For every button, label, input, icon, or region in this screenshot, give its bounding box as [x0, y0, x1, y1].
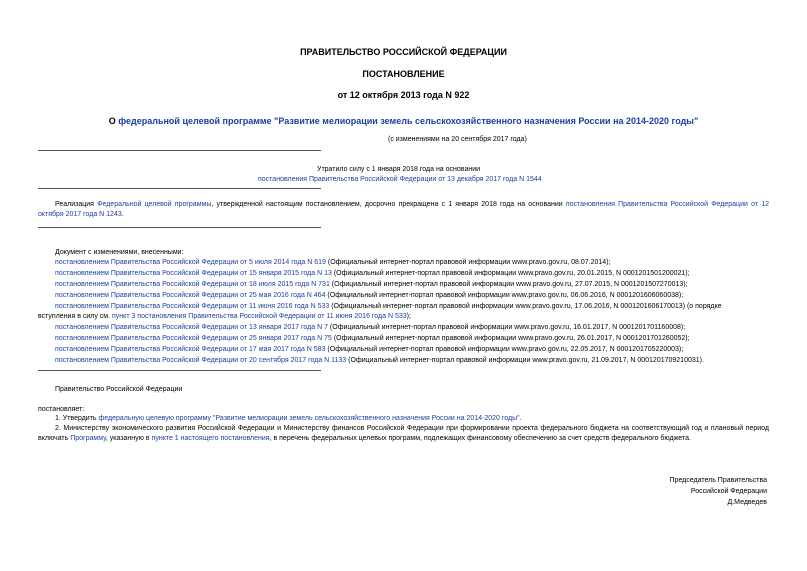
- signatory-name: Д.Медведев: [727, 499, 767, 506]
- signatory-org: Российской Федерации: [690, 488, 767, 495]
- change-decree-link[interactable]: постановлением Правительства Российской Федерации от 18 июля 2015 года N 731: [55, 281, 330, 288]
- change-decree-link[interactable]: постановлением Правительства Российской Федерации от 17 мая 2017 года N 583: [55, 346, 326, 353]
- change-item: постановлением Правительства Российской Федерации от 15 января 2015 года N 13 (Официальный интернет-портал правовой информации www.pravo.gov.ru, 20.01.2015, N 0001201501200021);: [55, 270, 690, 277]
- divider: [38, 370, 321, 371]
- issuing-authority: Правительство Российской Федерации: [55, 386, 183, 393]
- program-title-link[interactable]: "Развитие мелиорации земель сельскохозяйственного назначения России на 2014-2020 годы": [211, 415, 520, 422]
- government-header: ПРАВИТЕЛЬСТВО РОССИЙСКОЙ ФЕДЕРАЦИИ: [300, 47, 507, 57]
- decree-item-1: 1. Утвердить федеральную целевую программу "Развитие мелиорации земель сельскохозяйственного назначения России на 2014-2020 годы".: [55, 415, 522, 422]
- change-item: постановлением Правительства Российской Федерации от 11 июня 2016 года N 533 (Официальный интернет-портал правовой информации www.pravo.gov.ru, 17.06.2016, N 0001201606170013) (о порядке: [55, 303, 722, 310]
- divider: [38, 150, 321, 151]
- program-ref-link[interactable]: Программу: [70, 435, 106, 442]
- effective-order-link[interactable]: пункт 3 постановления Правительства Российской Федерации от 11 июня 2016 года N 533: [112, 313, 407, 320]
- amendment-note: (с изменениями на 20 сентября 2017 года): [388, 136, 527, 143]
- document-title: [0, 116, 807, 126]
- change-decree-link[interactable]: постановлением Правительства Российской Федерации от 20 сентября 2017 года N 1133: [55, 357, 347, 364]
- expired-notice: Утратило силу с 1 января 2018 года на основании: [317, 166, 481, 173]
- divider: [38, 227, 321, 228]
- document-date-number: от 12 октября 2013 года N 922: [337, 90, 470, 100]
- change-decree-link[interactable]: постановлением Правительства Российской Федерации от 25 января 2017 года N 75: [55, 335, 332, 342]
- change-decree-link[interactable]: постановлением Правительства Российской Федерации от 11 июня 2016 года N 533: [55, 303, 330, 310]
- expired-basis-link[interactable]: постановления Правительства Российской Федерации от 13 декабря 2017 года N 1544: [258, 176, 542, 183]
- document-type: ПОСТАНОВЛЕНИЕ: [362, 69, 445, 79]
- change-item: постановлением Правительства Российской Федерации от 20 сентября 2017 года N 1133 (Официальный интернет-портал правовой информации www.pravo.gov.ru, 21.09.2017, N 0001201709210031).: [55, 357, 704, 364]
- program-link[interactable]: федеральную целевую программу: [98, 415, 212, 422]
- change-decree-link[interactable]: постановлением Правительства Российской Федерации от 25 мая 2016 года N 464: [55, 292, 326, 299]
- decrees-word: постановляет:: [38, 406, 85, 413]
- signatory-title: Председатель Правительства: [669, 477, 767, 484]
- change-decree-link[interactable]: постановлением Правительства Российской Федерации от 13 января 2017 года N 7: [55, 324, 328, 331]
- change-item: постановлением Правительства Российской Федерации от 5 июля 2014 года N 619 (Официальный интернет-портал правовой информации www.pravo.gov.ru, 08.07.2014);: [55, 259, 611, 266]
- change-item: постановлением Правительства Российской Федерации от 25 января 2017 года N 75 (Официальный интернет-портал правовой информации www.pravo.gov.ru, 26.01.2017, N 0001201701260052);: [55, 335, 690, 342]
- divider: [38, 188, 321, 189]
- change-decree-link[interactable]: постановлением Правительства Российской Федерации от 15 января 2015 года N 13: [55, 270, 332, 277]
- change-item: постановлением Правительства Российской Федерации от 18 июля 2015 года N 731 (Официальный интернет-портал правовой информации www.pravo.gov.ru, 27.07.2015, N 0001201507270013);: [55, 281, 688, 288]
- change-item: постановлением Правительства Российской Федерации от 13 января 2017 года N 7 (Официальный интернет-портал правовой информации www.pravo.gov.ru, 16.01.2017, N 0001201701160008);: [55, 324, 686, 331]
- change-item-continuation: вступления в силу см. пункт 3 постановления Правительства Российской Федерации от 11 июня 2016 года N 533);: [38, 313, 411, 320]
- title-program-link[interactable]: федеральной целевой программе "Развитие мелиорации земель сельскохозяйственного назначения России на 2014-2020 годы": [118, 116, 699, 126]
- change-item: постановлением Правительства Российской Федерации от 25 мая 2016 года N 464 (Официальный интернет-портал правовой информации www.pravo.gov.ru, 06.06.2016, N 0001201606060038);: [55, 292, 684, 299]
- decree-1243-link[interactable]: постановления Правительства Российской Федерации от 12 октября 2017 года N 1243: [38, 201, 770, 218]
- clause-1-link[interactable]: пункте 1 настоящего постановления: [151, 435, 270, 442]
- title-prefix: О: [108, 116, 119, 126]
- change-item: постановлением Правительства Российской Федерации от 17 мая 2017 года N 583 (Официальный интернет-портал правовой информации www.pravo.gov.ru, 22.05.2017, N 0001201705220003);: [55, 346, 684, 353]
- federal-program-link[interactable]: Федеральной целевой программы: [97, 201, 212, 208]
- changes-heading: Документ с изменениями, внесенными:: [55, 249, 184, 256]
- change-decree-link[interactable]: постановлением Правительства Российской Федерации от 5 июля 2014 года N 619: [55, 259, 326, 266]
- realization-paragraph: Реализация Федеральной целевой программы, утвержденной настоящим постановлением, досрочно прекращена с 1 января 2018 года на основании постановления Правительства Российской Федерации от 12 октября 2017 года N 1243.: [38, 201, 770, 218]
- decree-item-2: 2. Министерству экономического развития Российской Федерации и Министерству финансов Российской Федерации при формировании проекта федерального бюджета на соответствующий год и плановый период включать Программу, указанную в пункте 1 настоящего постановления, в перечень федеральных целевых программ, подлежащих финансовому обеспечению за счет средств федерального бюджета.: [38, 425, 769, 442]
